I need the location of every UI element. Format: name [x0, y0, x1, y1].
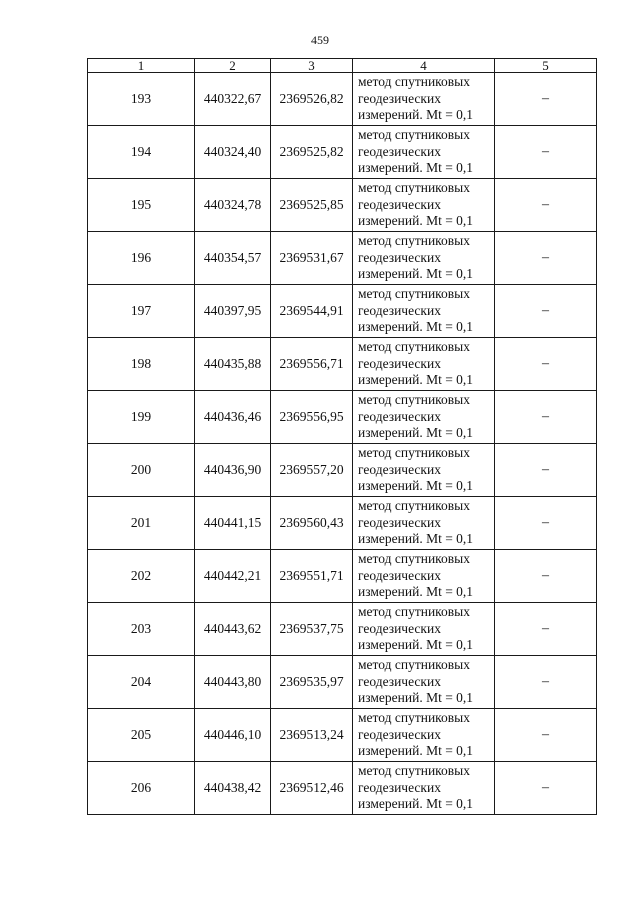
y-coordinate-cell: 2369560,43	[271, 497, 353, 550]
table-row	[88, 550, 597, 603]
method-cell	[353, 179, 495, 232]
note-cell: –	[495, 179, 597, 232]
method-cell	[353, 232, 495, 285]
note-cell: –	[495, 603, 597, 656]
table-row	[88, 603, 597, 656]
page-number: 459	[311, 33, 329, 47]
method-line: геодезических	[358, 673, 441, 689]
method-cell	[353, 338, 495, 391]
y-coordinate-cell: 2369557,20	[271, 444, 353, 497]
y-coordinate-cell: 2369537,75	[271, 603, 353, 656]
method-line: геодезических	[358, 620, 441, 636]
method-line: метод спутниковых	[358, 180, 470, 196]
table-row	[88, 179, 597, 232]
method-line: измерений. Mt = 0,1	[358, 796, 474, 812]
method-line: метод спутниковых	[358, 445, 470, 461]
x-coordinate-cell: 440442,21	[195, 550, 271, 603]
method-cell	[353, 444, 495, 497]
point-number-cell: 194	[88, 126, 195, 179]
method-cell	[353, 73, 495, 126]
table-row	[88, 285, 597, 338]
coordinates-table	[87, 58, 597, 815]
method-cell	[353, 126, 495, 179]
note-cell: –	[495, 126, 597, 179]
method-line: измерений. Mt = 0,1	[358, 743, 474, 759]
x-coordinate-cell: 440435,88	[195, 338, 271, 391]
note-cell: –	[495, 497, 597, 550]
y-coordinate-cell: 2369513,24	[271, 709, 353, 762]
x-coordinate-cell: 440324,40	[195, 126, 271, 179]
x-coordinate-cell: 440443,80	[195, 656, 271, 709]
method-line: геодезических	[358, 779, 441, 795]
method-line: геодезических	[358, 90, 441, 106]
note-cell: –	[495, 391, 597, 444]
y-coordinate-cell: 2369512,46	[271, 762, 353, 815]
note-cell: –	[495, 232, 597, 285]
method-line: метод спутниковых	[358, 286, 470, 302]
note-cell: –	[495, 285, 597, 338]
method-line: геодезических	[358, 249, 441, 265]
table-row	[88, 444, 597, 497]
method-cell	[353, 550, 495, 603]
table-row	[88, 73, 597, 126]
table-row	[88, 232, 597, 285]
y-coordinate-cell: 2369556,95	[271, 391, 353, 444]
method-line: метод спутниковых	[358, 74, 470, 90]
column-header-1: 1	[88, 59, 195, 73]
x-coordinate-cell: 440443,62	[195, 603, 271, 656]
method-cell	[353, 603, 495, 656]
table-row	[88, 391, 597, 444]
method-line: метод спутниковых	[358, 604, 470, 620]
method-line: измерений. Mt = 0,1	[358, 690, 474, 706]
method-line: геодезических	[358, 355, 441, 371]
y-coordinate-cell: 2369544,91	[271, 285, 353, 338]
point-number-cell: 203	[88, 603, 195, 656]
note-cell: –	[495, 709, 597, 762]
method-line: измерений. Mt = 0,1	[358, 637, 474, 653]
y-coordinate-cell: 2369525,82	[271, 126, 353, 179]
table-row	[88, 656, 597, 709]
point-number-cell: 202	[88, 550, 195, 603]
x-coordinate-cell: 440436,46	[195, 391, 271, 444]
method-line: метод спутниковых	[358, 127, 470, 143]
point-number-cell: 198	[88, 338, 195, 391]
point-number-cell: 205	[88, 709, 195, 762]
column-header-3: 3	[271, 59, 353, 73]
x-coordinate-cell: 440322,67	[195, 73, 271, 126]
point-number-cell: 193	[88, 73, 195, 126]
x-coordinate-cell: 440397,95	[195, 285, 271, 338]
table-row	[88, 338, 597, 391]
table-header-row	[88, 59, 597, 73]
y-coordinate-cell: 2369551,71	[271, 550, 353, 603]
method-line: геодезических	[358, 567, 441, 583]
x-coordinate-cell: 440441,15	[195, 497, 271, 550]
table-body	[88, 73, 597, 815]
table-row	[88, 762, 597, 815]
x-coordinate-cell: 440446,10	[195, 709, 271, 762]
note-cell: –	[495, 338, 597, 391]
y-coordinate-cell: 2369535,97	[271, 656, 353, 709]
note-cell: –	[495, 656, 597, 709]
method-cell	[353, 709, 495, 762]
method-line: измерений. Mt = 0,1	[358, 266, 474, 282]
method-line: метод спутниковых	[358, 763, 470, 779]
method-cell	[353, 285, 495, 338]
method-cell	[353, 656, 495, 709]
x-coordinate-cell: 440324,78	[195, 179, 271, 232]
column-header-4: 4	[353, 59, 495, 73]
method-line: измерений. Mt = 0,1	[358, 213, 474, 229]
method-line: геодезических	[358, 514, 441, 530]
note-cell: –	[495, 73, 597, 126]
y-coordinate-cell: 2369531,67	[271, 232, 353, 285]
method-line: геодезических	[358, 461, 441, 477]
method-line: измерений. Mt = 0,1	[358, 319, 474, 335]
note-cell: –	[495, 762, 597, 815]
method-line: измерений. Mt = 0,1	[358, 107, 474, 123]
method-cell	[353, 391, 495, 444]
method-cell	[353, 497, 495, 550]
x-coordinate-cell: 440436,90	[195, 444, 271, 497]
y-coordinate-cell: 2369556,71	[271, 338, 353, 391]
point-number-cell: 206	[88, 762, 195, 815]
method-line: геодезических	[358, 408, 441, 424]
point-number-cell: 200	[88, 444, 195, 497]
method-line: метод спутниковых	[358, 233, 470, 249]
column-header-2: 2	[195, 59, 271, 73]
method-line: измерений. Mt = 0,1	[358, 531, 474, 547]
point-number-cell: 201	[88, 497, 195, 550]
method-line: метод спутниковых	[358, 657, 470, 673]
method-line: метод спутниковых	[358, 710, 470, 726]
method-line: геодезических	[358, 726, 441, 742]
column-header-5: 5	[495, 59, 597, 73]
method-cell	[353, 762, 495, 815]
x-coordinate-cell: 440438,42	[195, 762, 271, 815]
point-number-cell: 199	[88, 391, 195, 444]
method-line: метод спутниковых	[358, 339, 470, 355]
y-coordinate-cell: 2369526,82	[271, 73, 353, 126]
method-line: измерений. Mt = 0,1	[358, 372, 474, 388]
x-coordinate-cell: 440354,57	[195, 232, 271, 285]
method-line: метод спутниковых	[358, 498, 470, 514]
method-line: измерений. Mt = 0,1	[358, 425, 474, 441]
method-line: измерений. Mt = 0,1	[358, 584, 474, 600]
point-number-cell: 195	[88, 179, 195, 232]
point-number-cell: 196	[88, 232, 195, 285]
note-cell: –	[495, 550, 597, 603]
point-number-cell: 204	[88, 656, 195, 709]
method-line: геодезических	[358, 143, 441, 159]
y-coordinate-cell: 2369525,85	[271, 179, 353, 232]
method-line: измерений. Mt = 0,1	[358, 478, 474, 494]
method-line: геодезических	[358, 302, 441, 318]
table-row	[88, 709, 597, 762]
table-row	[88, 126, 597, 179]
method-line: геодезических	[358, 196, 441, 212]
method-line: измерений. Mt = 0,1	[358, 160, 474, 176]
method-line: метод спутниковых	[358, 551, 470, 567]
note-cell: –	[495, 444, 597, 497]
table-row	[88, 497, 597, 550]
point-number-cell: 197	[88, 285, 195, 338]
method-line: метод спутниковых	[358, 392, 470, 408]
